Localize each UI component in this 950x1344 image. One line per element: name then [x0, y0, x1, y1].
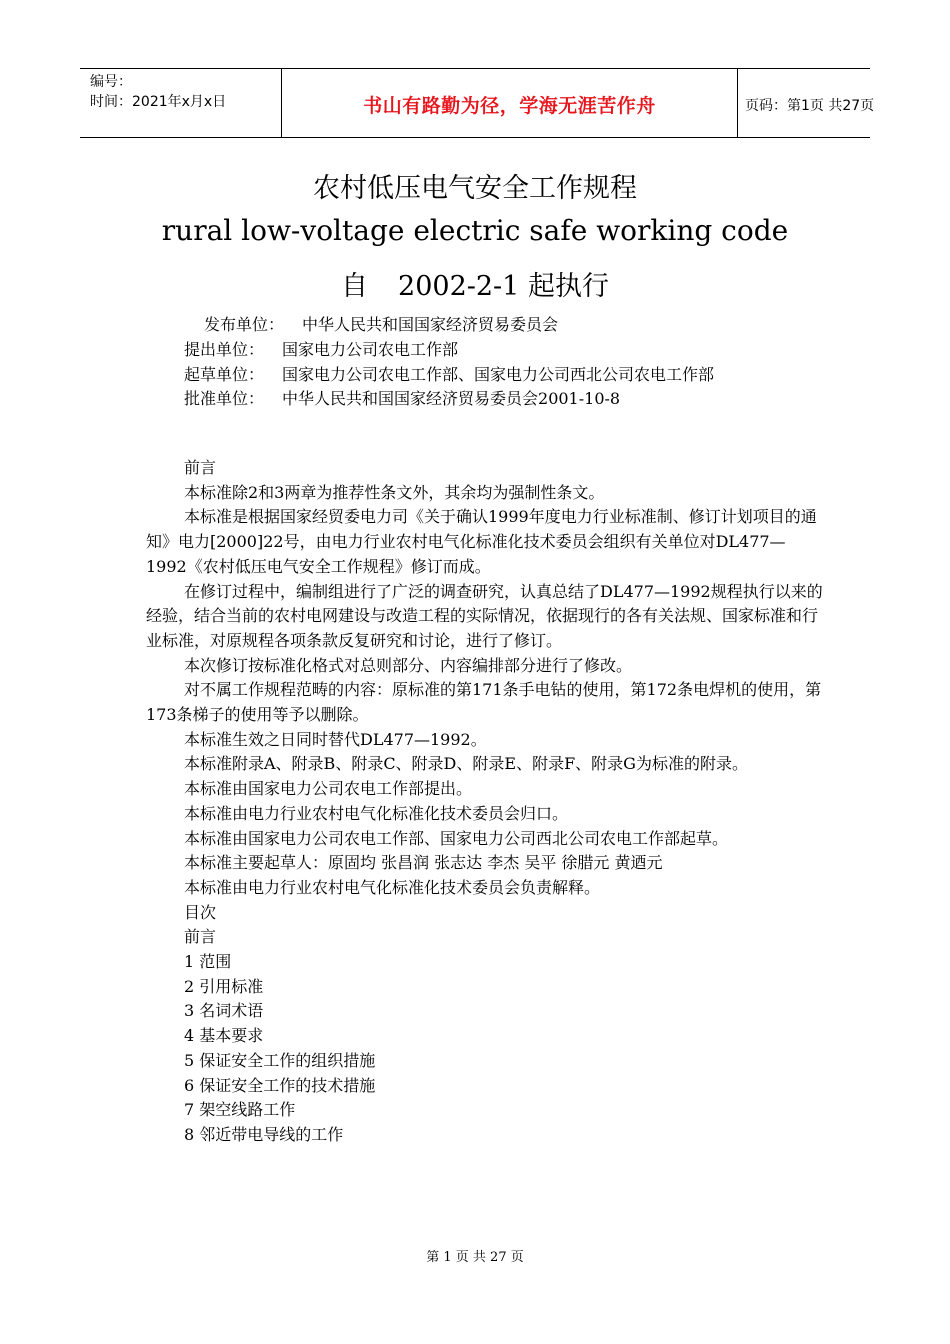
toc-item: 2 引用标准	[184, 976, 264, 996]
body-paragraph: 本标准是根据国家经贸委电力司《关于确认1999年度电力行业标准制、修订计划项目的通知》电力[2000]22号，由电力行业农村电气化标准化技术委员会组织有关单位对DL477—1992《农村低压电气安全工作规程》修订而成。	[146, 507, 817, 576]
page-header	[80, 68, 875, 138]
document-number-label: 编号：	[90, 74, 132, 90]
info-proposer	[184, 337, 458, 360]
body-paragraph: 在修订过程中，编制组进行了广泛的调查研究，认真总结了DL477—1992规程执行以来的经验，结合当前的农村电网建设与改造工程的实际情况，依据现行的各有关法规、国家标准和行业标准，对原规程各项条款反复研究和讨论，进行了修订。	[146, 581, 823, 650]
info-key: 提出单位：	[184, 340, 265, 359]
info-drafter	[184, 362, 714, 385]
body-paragraph: 本次修订按标准化格式对总则部分、内容编排部分进行了修改。	[184, 655, 633, 675]
body-paragraph: 本标准由电力行业农村电气化标准化技术委员会负责解释。	[184, 877, 601, 897]
body-paragraph: 本标准由国家电力公司农电工作部、国家电力公司西北公司农电工作部起草。	[184, 828, 729, 848]
info-key: 起草单位：	[184, 365, 265, 384]
document-title-english: rural low-voltage electric safe working code	[161, 214, 789, 247]
header-motto: 书山有路勤为径，学海无涯苦作舟	[363, 95, 656, 117]
body-paragraph: 本标准由国家电力公司农电工作部提出。	[184, 779, 473, 799]
info-approver	[184, 386, 620, 409]
document-time-label: 时间：2021年x月x日	[90, 94, 227, 110]
toc-item: 6 保证安全工作的技术措施	[184, 1075, 376, 1095]
info-publisher	[204, 312, 558, 335]
info-key: 发布单位：	[204, 315, 285, 334]
preface-heading: 前言	[184, 458, 217, 477]
body-paragraph: 本标准生效之日同时替代DL477—1992。	[184, 729, 487, 749]
page-footer: 第 1 页 共 27 页	[426, 1250, 524, 1265]
header-middle-cell	[281, 69, 738, 137]
effective-date: 2002-2-1	[398, 271, 520, 302]
document-body	[146, 456, 826, 1148]
toc-item: 5 保证安全工作的组织措施	[184, 1050, 376, 1070]
body-paragraph: 对不属工作规程范畴的内容：原标准的第171条手电钻的使用，第172条电焊机的使用，第173条梯子的使用等予以删除。	[146, 680, 822, 725]
effective-suffix: 起执行	[527, 271, 609, 302]
header-page-info: 页码：第1页 共27页	[745, 98, 875, 114]
header-left-cell	[80, 69, 280, 137]
effective-date-line	[0, 264, 950, 303]
toc-item: 4 基本要求	[184, 1026, 264, 1046]
info-value: 国家电力公司农电工作部、国家电力公司西北公司农电工作部	[282, 365, 715, 384]
body-paragraph: 本标准主要起草人：原固均 张昌润 张志达 李杰 吴平 徐腊元 黄迺元	[184, 853, 663, 873]
toc-item: 1 范围	[184, 952, 232, 972]
info-value: 中华人民共和国国家经济贸易委员会	[302, 315, 559, 334]
header-right-cell	[737, 69, 875, 137]
effective-prefix: 自	[341, 271, 369, 302]
toc-heading: 目次	[184, 902, 217, 922]
document-title-chinese: 农村低压电气安全工作规程	[313, 173, 637, 204]
toc-item: 3 名词术语	[184, 1001, 264, 1021]
toc-item: 前言	[184, 927, 217, 947]
body-paragraph: 本标准附录A、附录B、附录C、附录D、附录E、附录F、附录G为标准的附录。	[184, 754, 748, 774]
body-paragraph: 本标准由电力行业农村电气化标准化技术委员会归口。	[184, 803, 569, 823]
toc-item: 7 架空线路工作	[184, 1100, 296, 1120]
info-value: 中华人民共和国国家经济贸易委员会2001-10-8	[282, 389, 621, 408]
info-key: 批准单位：	[184, 389, 265, 408]
toc-item: 8 邻近带电导线的工作	[184, 1124, 344, 1144]
info-value: 国家电力公司农电工作部	[282, 340, 459, 359]
body-paragraph: 本标准除2和3两章为推荐性条文外，其余均为强制性条文。	[184, 482, 605, 502]
